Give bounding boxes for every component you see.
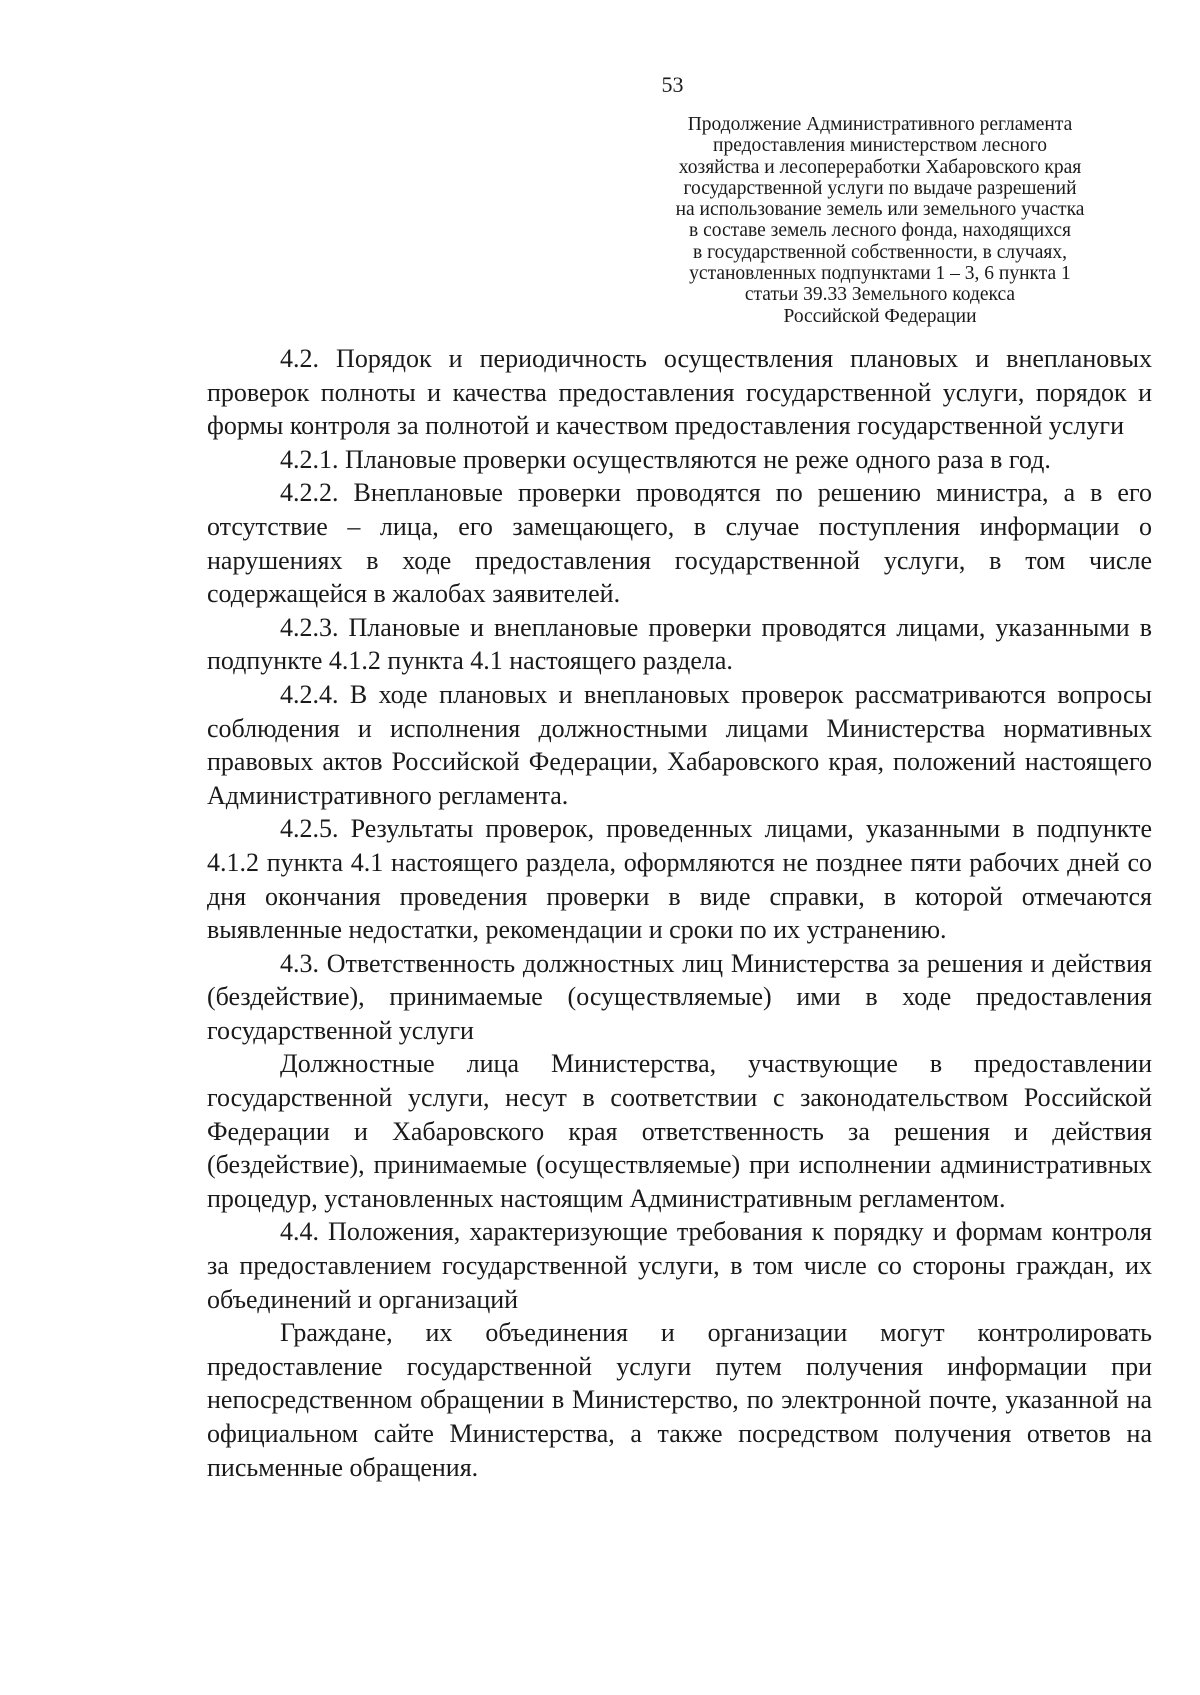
header-line: на использование земель или земельного участка [675,199,1085,221]
regulation-continuation-note [620,114,1140,327]
header-line: Продолжение Административного регламента [687,114,1073,135]
header-line: предоставления министерством лесного [713,135,1047,157]
clause-4-2-4: 4.2.4. В ходе плановых и внеплановых проверок рассматриваются вопросы соблюдения и исполнения должностными лицами Министерства нормативных правовых актов Российской Федерации, Хабаровского края, положений настоящего Административного регламента. [207,679,1152,810]
header-line: хозяйства и лесопереработки Хабаровского края [678,156,1082,178]
header-line: статьи 39.33 Земельного кодекса [744,284,1016,306]
clause-4-2-3: 4.2.3. Плановые и внеплановые проверки проводятся лицами, указанными в подпункте 4.1.2 пункта 4.1 настоящего раздела. [207,612,1152,676]
section-heading-4-4: 4.4. Положения, характеризующие требования к порядку и формам контроля за предоставлением государственной услуги, в том числе со стороны граждан, их объединений и организаций [207,1217,1152,1314]
paragraph-citizens-control: Граждане, их объединения и организации могут контролировать предоставление государственной услуги путем получения информации при непосредственном обращении в Министерство, по электронной почте, указанной на официальном сайте Министерства, а также посредством получения ответов на письменные обращения. [207,1318,1152,1482]
header-line: Российской Федерации [783,305,977,327]
clause-4-2-5: 4.2.5. Результаты проверок, проведенных лицами, указанными в подпункте 4.1.2 пункта 4.1 настоящего раздела, оформляются не позднее пяти рабочих дней со дня окончания проведения проверки в виде справки, в которой отмечаются выявленные недостатки, рекомендации и сроки по их устранению. [207,814,1152,945]
paragraph-officials-responsibility: Должностные лица Министерства, участвующие в предоставлении государственной услуги, несут в соответствии с законодательством Российской Федерации и Хабаровского края ответственность за решения и действия (бездействие), принимаемые (осуществляемые) при исполнении административных процедур, установленных настоящим Административным регламентом. [207,1049,1152,1213]
header-line: в составе земель лесного фонда, находящихся [689,220,1071,242]
clause-4-2-1: 4.2.1. Плановые проверки осуществляются не реже одного раза в год. [280,444,1051,474]
header-line: установленных подпунктами 1 – 3, 6 пункта 1 [689,263,1071,285]
document-body [207,342,1152,1484]
page-number: 53 [661,72,684,97]
clause-4-2-2: 4.2.2. Внеплановые проверки проводятся по решению министра, а в его отсутствие – лица, его замещающего, в случае поступления информации о нарушениях в ходе предоставления государственной услуги, в том числе содержащейся в жалобах заявителей. [207,478,1152,609]
header-line: в государственной собственности, в случаях, [693,241,1067,263]
section-heading-4-2: 4.2. Порядок и периодичность осуществления плановых и внеплановых проверок полноты и качества предоставления государственной услуги, порядок и формы контроля за полнотой и качеством предоставления государственной услуги [207,344,1152,441]
section-heading-4-3: 4.3. Ответственность должностных лиц Министерства за решения и действия (бездействие), принимаемые (осуществляемые) ими в ходе предоставления государственной услуги [207,948,1152,1045]
header-line: государственной услуги по выдаче разрешений [683,177,1077,199]
